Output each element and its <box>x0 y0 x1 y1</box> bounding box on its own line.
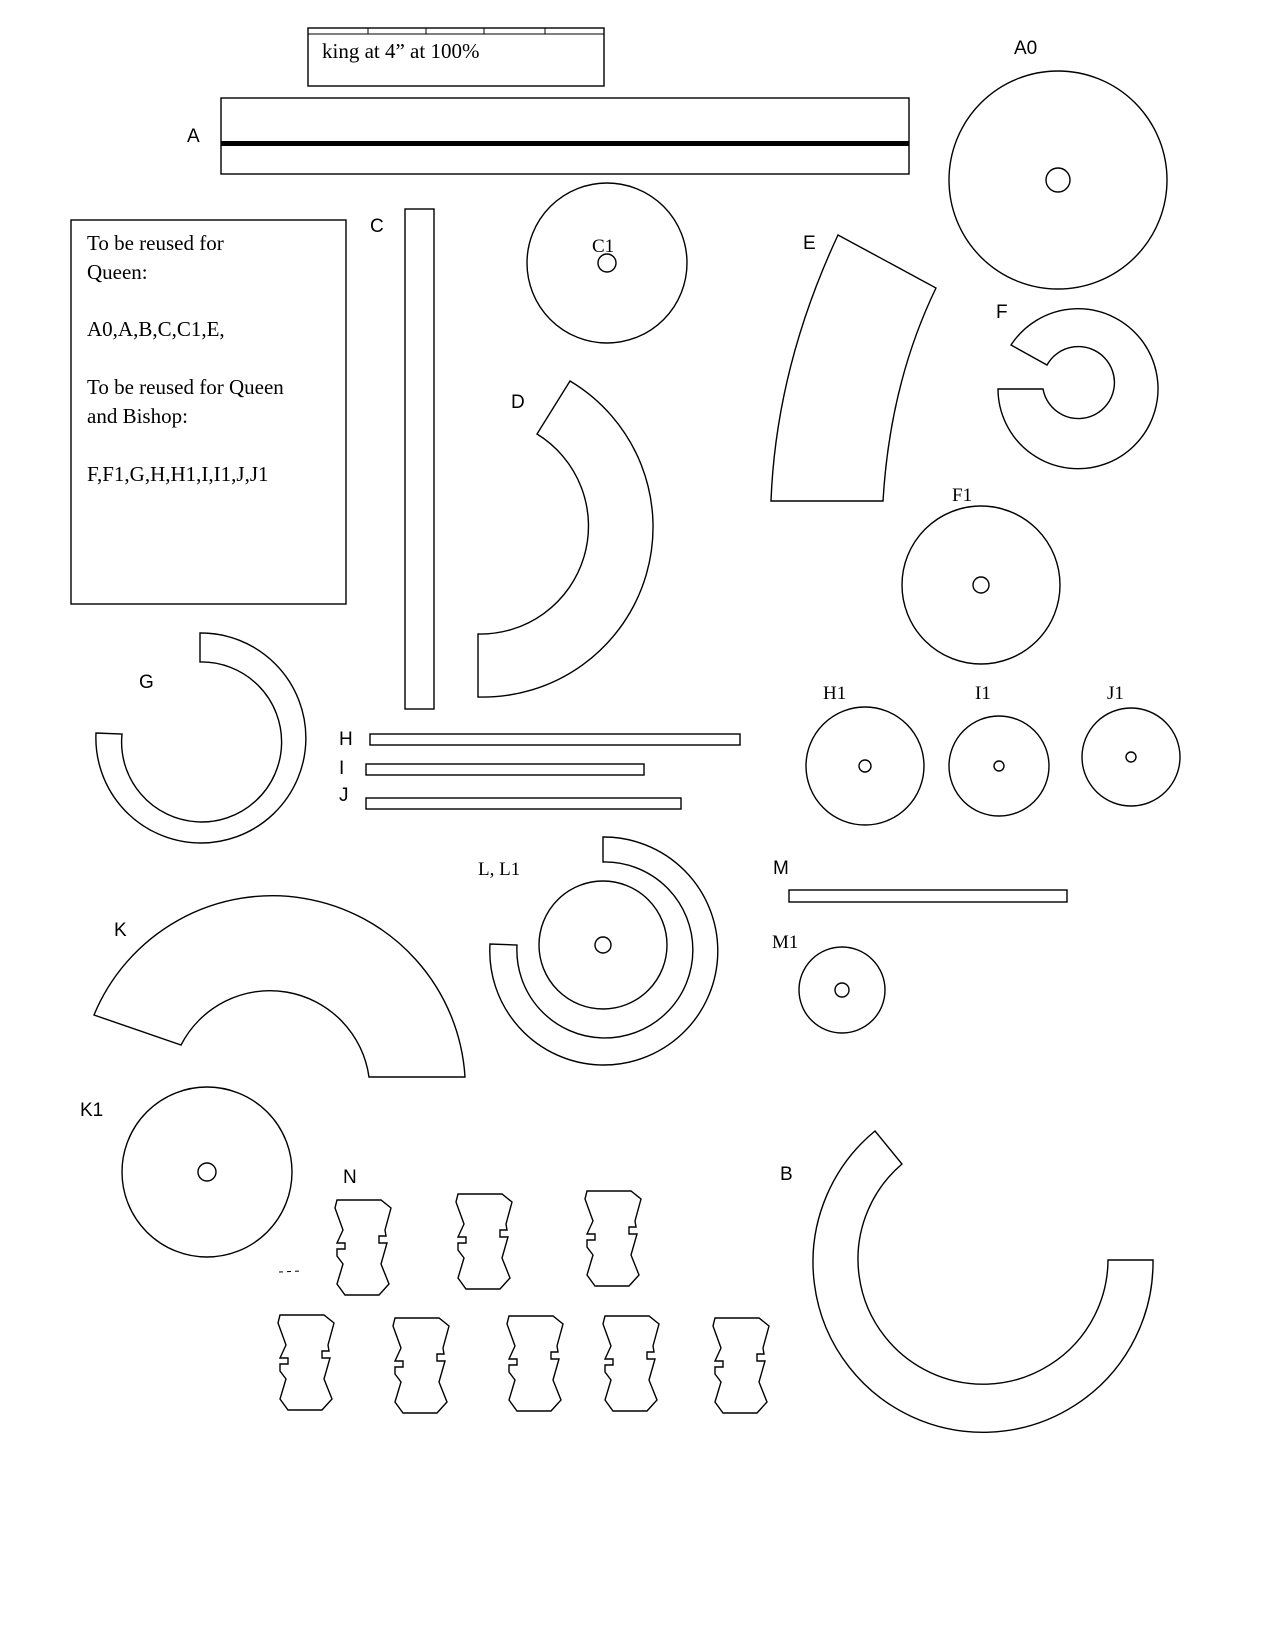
note-line-2: Queen: <box>87 260 148 284</box>
n-part-1 <box>335 1200 391 1295</box>
label-b: B <box>780 1164 793 1185</box>
label-j: J <box>339 785 349 806</box>
piece-i <box>339 758 644 779</box>
label-l: L, L1 <box>478 859 521 880</box>
piece-g <box>96 633 306 843</box>
piece-i1 <box>949 683 1049 816</box>
label-g: G <box>139 672 154 693</box>
header-note-text: king at 4” at 100% <box>322 39 480 63</box>
label-c: C <box>370 216 384 237</box>
label-i1: I1 <box>975 683 991 704</box>
piece-e <box>771 233 936 501</box>
n-part-5 <box>393 1318 449 1413</box>
note-line-4: To be reused for Queen <box>87 375 284 399</box>
label-f1: F1 <box>952 485 973 506</box>
piece-f1 <box>902 485 1060 664</box>
reuse-note-box <box>71 220 346 604</box>
label-e: E <box>803 233 816 254</box>
piece-a0 <box>949 38 1167 289</box>
note-line-5: and Bishop: <box>87 404 188 428</box>
piece-c1 <box>527 183 687 343</box>
n-part-4 <box>278 1315 334 1410</box>
n-part-8 <box>713 1318 769 1413</box>
piece-c <box>370 209 434 709</box>
piece-f <box>996 302 1158 469</box>
label-m1: M1 <box>772 932 799 953</box>
label-j1: J1 <box>1107 683 1124 704</box>
label-f: F <box>996 302 1008 323</box>
label-h1: H1 <box>823 683 847 704</box>
piece-d <box>478 381 653 697</box>
piece-m1 <box>772 932 885 1033</box>
note-line-1: To be reused for <box>87 231 224 255</box>
label-k1: K1 <box>80 1100 104 1121</box>
n-part-2 <box>456 1194 512 1289</box>
label-a: A <box>187 126 200 147</box>
piece-a <box>187 98 909 174</box>
label-d: D <box>511 392 525 413</box>
header-note-box <box>308 28 604 86</box>
n-part-7 <box>603 1316 659 1411</box>
n-part-6 <box>507 1316 563 1411</box>
piece-j1 <box>1082 683 1180 806</box>
piece-n <box>278 1167 769 1413</box>
label-m: M <box>773 858 789 879</box>
piece-k <box>94 896 465 1077</box>
label-h: H <box>339 729 353 750</box>
n-part-3 <box>585 1191 641 1286</box>
piece-k1 <box>80 1087 292 1257</box>
label-k: K <box>114 920 127 941</box>
piece-l1 <box>539 881 667 1009</box>
note-line-3: A0,A,B,C,C1,E, <box>87 317 225 341</box>
piece-h <box>339 729 740 750</box>
note-line-6: F,F1,G,H,H1,I,I1,J,J1 <box>87 462 269 486</box>
n-dash-mark <box>279 1271 301 1272</box>
label-i: I <box>339 758 345 779</box>
piece-m <box>773 858 1067 902</box>
piece-h1 <box>806 683 924 825</box>
piece-b <box>780 1131 1153 1432</box>
label-a0: A0 <box>1014 38 1038 59</box>
piece-j <box>339 785 681 809</box>
label-c1: C1 <box>592 236 615 257</box>
label-n: N <box>343 1167 357 1188</box>
